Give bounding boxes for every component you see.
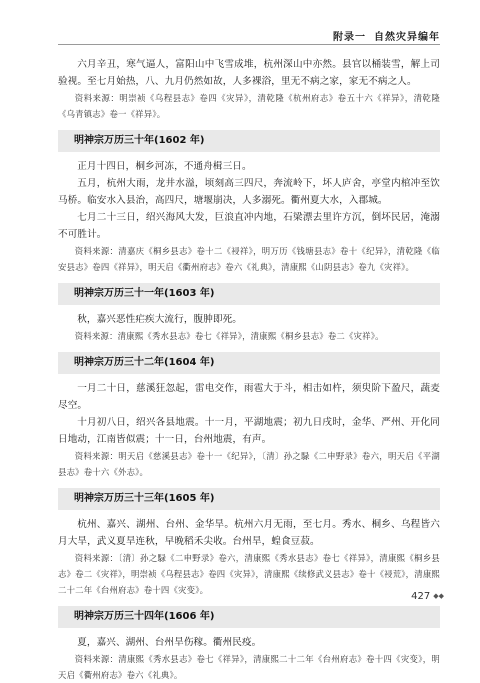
source-citation: 资料来源：清康熙《秀水县志》卷七《祥异》，清康熙二十二年《台州府志》卷十四《灾变》，明天启《衢州府志》卷六《礼典》。 [58, 654, 440, 680]
year-heading: 明神宗万历三十一年(1603 年) [58, 283, 440, 305]
paragraph: 正月十四日，桐乡河冻，不通舟楫三日。 [77, 161, 252, 172]
year-heading: 明神宗万历三十年(1602 年) [58, 130, 440, 152]
paragraph: 秋，嘉兴恶性疟疾大流行，腹肿即死。 [77, 314, 242, 325]
source-citation: 资料来源：〔清〕孙之騄《二申野录》卷六，清康熙《秀水县志》卷七《祥异》，清康熙《桐乡县志》卷二《灾祥》，明崇祯《乌程县志》卷四《灾异》，清康熙《续修武义县志》卷十《祲荒》，清康熙二十二年《台州府志》卷十四《灾变》。 [58, 553, 440, 595]
running-header-title: 自然灾异编年 [374, 32, 440, 43]
body-text [58, 56, 440, 683]
paragraph: 六月辛丑，寒气逼人，富阳山中飞雪成堆，杭州深山中亦然。县官以桶装雪，解上司验视。至七月始热，八、九月仍然如故，人多裸浴，里无不病之家，家无不病之人。 [58, 59, 440, 87]
paragraph: 五月，杭州大雨，龙井水溢，顷刻高三四尺，奔流岭下，坏人庐舍，亭堂内棺冲至饮马桥。临安水入县治，高四尺，塘堰崩决，人多溺死。衢州夏大水，入郡城。 [58, 178, 440, 206]
source-citation: 资料来源：明崇祯《乌程县志》卷四《灾异》，清乾隆《杭州府志》卷五十六《祥异》，清乾隆《乌青镇志》卷一《祥异》。 [58, 93, 440, 119]
header-rule [58, 44, 440, 45]
paragraph: 七月二十三日，绍兴海风大发，巨浪直冲内地，石梁漂去里许方沉，倒坏民居，淹溺不可胜计。 [58, 212, 440, 240]
paragraph: 杭州、嘉兴、湖州、台州、金华旱。杭州六月无雨，至七月。秀水、桐乡、乌程皆六月大旱，武义夏旱连秋，早晚稻禾尖收。台州旱，蝗食豆菽。 [58, 519, 440, 547]
paragraph: 一月二十日，慈溪狂忽起，雷电交作，雨雹大于斗，相击如杵，须臾阶下盈尺，蔬麦尽空。 [58, 383, 440, 411]
source-citation: 资料来源：明天启《慈溪县志》卷十一《纪异》，〔清〕孙之騄《二申野录》卷六，明天启《平湖县志》卷十六《外志》。 [58, 451, 440, 477]
page-number-ornament: ◆◆ [433, 592, 444, 600]
year-heading: 明神宗万历三十四年(1606 年) [58, 606, 440, 628]
running-header [325, 28, 440, 43]
paragraph: 夏，嘉兴、湖州、台州旱伤稼。衢州民疫。 [77, 637, 262, 648]
page-number-value: 427 [411, 591, 431, 602]
running-header-appendix: 附录一 [333, 32, 366, 43]
source-citation: 资料来源：清康熙《秀水县志》卷七《祥异》，清康熙《桐乡县志》卷二《灾祥》。 [74, 331, 384, 341]
year-heading: 明神宗万历三十三年(1605 年) [58, 488, 440, 510]
page-number [411, 591, 444, 602]
source-citation: 资料来源：清嘉庆《桐乡县志》卷十二《祲祥》，明万历《钱塘县志》卷十《纪异》，清乾隆《临安县志》卷四《祥异》，明天启《衢州府志》卷六《礼典》，清康熙《山阴县志》卷九《灾祥》。 [58, 246, 440, 272]
paragraph: 十月初八日，绍兴各县地震。十一月，平湖地震；初九日戌时，金华、严州、开化同日地动，江南皆似震；十一日，台州地震，有声。 [58, 417, 440, 445]
year-heading: 明神宗万历三十二年(1604 年) [58, 352, 440, 374]
